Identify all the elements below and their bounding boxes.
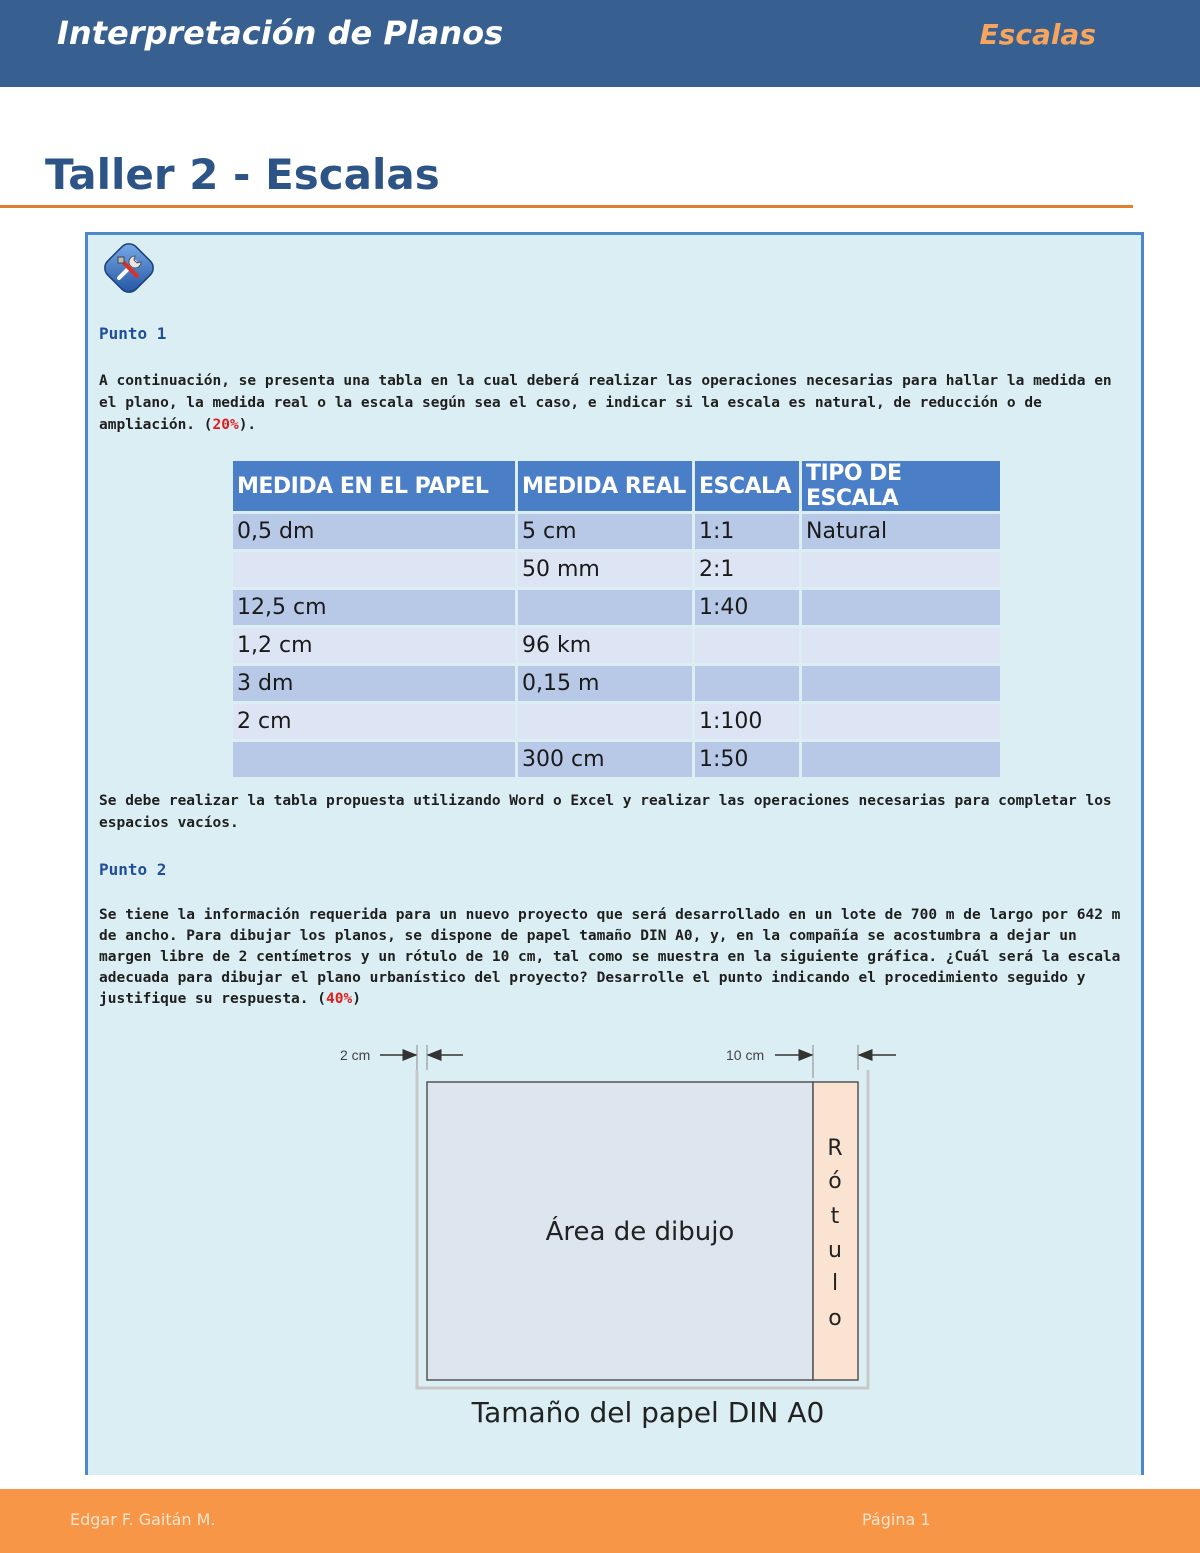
table-row bbox=[233, 704, 1000, 739]
table-row bbox=[233, 552, 1000, 587]
cell-real: 5 cm bbox=[518, 514, 692, 549]
cell-scale: 1:40 bbox=[695, 590, 799, 625]
punto2-text: Se tiene la información requerida para un nuevo proyecto que será desarrollado en un lote de 700 m de largo por 642 m de ancho. Para dibujar los planos, se dispone de papel tamaño DIN A0, y, en la compañía se acostumbra a dejar un margen libre de 2 centímetros y un rótulo de 10 cm, tal como se muestra en la siguiente gráfica. ¿Cuál será la escala adecuada para dibujar el plano urbanístico del proyecto? Desarrolle el punto indicando el procedimiento seguido y justifique su respuesta. ( bbox=[99, 907, 1121, 1007]
cell-type bbox=[802, 704, 1000, 739]
cell-type bbox=[802, 590, 1000, 625]
table-row bbox=[233, 590, 1000, 625]
title-divider bbox=[0, 205, 1133, 208]
cell-type bbox=[802, 628, 1000, 663]
section-name: Escalas bbox=[979, 18, 1096, 51]
cell-scale: 1:1 bbox=[695, 514, 799, 549]
cell-real: 96 km bbox=[518, 628, 692, 663]
punto1-text-end: ). bbox=[238, 417, 257, 433]
cell-scale bbox=[695, 666, 799, 701]
cell-real: 50 mm bbox=[518, 552, 692, 587]
punto1-text: A continuación, se presenta una tabla en la cual deberá realizar las operaciones necesarias para hallar la medida en el plano, la medida real o la escala según sea el caso, e indicar si la escala es natural, de reducción o de ampliación. ( bbox=[99, 373, 1112, 433]
punto2-text-end: ) bbox=[352, 991, 361, 1007]
cell-type: Natural bbox=[802, 514, 1000, 549]
cell-real bbox=[518, 590, 692, 625]
col-header-type: TIPO DE ESCALA bbox=[802, 461, 1000, 511]
cell-real bbox=[518, 704, 692, 739]
cell-scale: 1:50 bbox=[695, 742, 799, 777]
rotulo-letter: R bbox=[827, 1136, 843, 1161]
cell-real: 300 cm bbox=[518, 742, 692, 777]
cell-type bbox=[802, 666, 1000, 701]
paper-layout-diagram bbox=[330, 1040, 930, 1440]
punto2-percent: 40% bbox=[325, 991, 353, 1007]
drawing-area-label: Área de dibujo bbox=[545, 1217, 735, 1247]
punto1-percent: 20% bbox=[212, 417, 239, 433]
table-row bbox=[233, 514, 1000, 549]
punto2-instructions bbox=[99, 905, 1134, 1010]
cell-paper bbox=[233, 552, 515, 587]
scales-table bbox=[230, 458, 1003, 780]
rotulo-letter: u bbox=[828, 1238, 842, 1263]
col-header-scale: ESCALA bbox=[695, 461, 799, 511]
tools-icon bbox=[101, 240, 157, 296]
cell-type bbox=[802, 552, 1000, 587]
punto1-heading: Punto 1 bbox=[99, 324, 167, 343]
col-header-paper: MEDIDA EN EL PAPEL bbox=[233, 461, 515, 511]
cell-real: 0,15 m bbox=[518, 666, 692, 701]
cell-scale: 1:100 bbox=[695, 704, 799, 739]
cell-paper: 0,5 dm bbox=[233, 514, 515, 549]
rotulo-letter: t bbox=[830, 1204, 840, 1229]
table-row bbox=[233, 666, 1000, 701]
rotulo-box bbox=[813, 1082, 858, 1380]
page-title: Taller 2 - Escalas bbox=[45, 150, 440, 199]
paper-size-label: Tamaño del papel DIN A0 bbox=[471, 1396, 825, 1429]
rotulo-letter: l bbox=[831, 1271, 839, 1296]
cell-paper bbox=[233, 742, 515, 777]
cell-scale: 2:1 bbox=[695, 552, 799, 587]
footer-author: Edgar F. Gaitán M. bbox=[70, 1510, 216, 1529]
margin-label: 2 cm bbox=[340, 1047, 371, 1063]
cell-paper: 12,5 cm bbox=[233, 590, 515, 625]
rotulo-width-label: 10 cm bbox=[726, 1047, 765, 1063]
cell-type bbox=[802, 742, 1000, 777]
cell-paper: 3 dm bbox=[233, 666, 515, 701]
page-number: Página 1 bbox=[862, 1510, 931, 1529]
table-row bbox=[233, 742, 1000, 777]
col-header-real: MEDIDA REAL bbox=[518, 461, 692, 511]
cell-scale bbox=[695, 628, 799, 663]
cell-paper: 1,2 cm bbox=[233, 628, 515, 663]
table-header-row bbox=[233, 461, 1000, 511]
punto1-note: Se debe realizar la tabla propuesta utilizando Word o Excel y realizar las operaciones necesarias para completar los espacios vacíos. bbox=[99, 793, 1112, 831]
rotulo-letter: o bbox=[828, 1306, 842, 1331]
rotulo-letter: ó bbox=[828, 1169, 842, 1194]
cell-paper: 2 cm bbox=[233, 704, 515, 739]
table-row bbox=[233, 628, 1000, 663]
punto2-heading: Punto 2 bbox=[99, 860, 167, 879]
document-title: Interpretación de Planos bbox=[57, 14, 504, 52]
punto1-instructions bbox=[99, 370, 1134, 436]
